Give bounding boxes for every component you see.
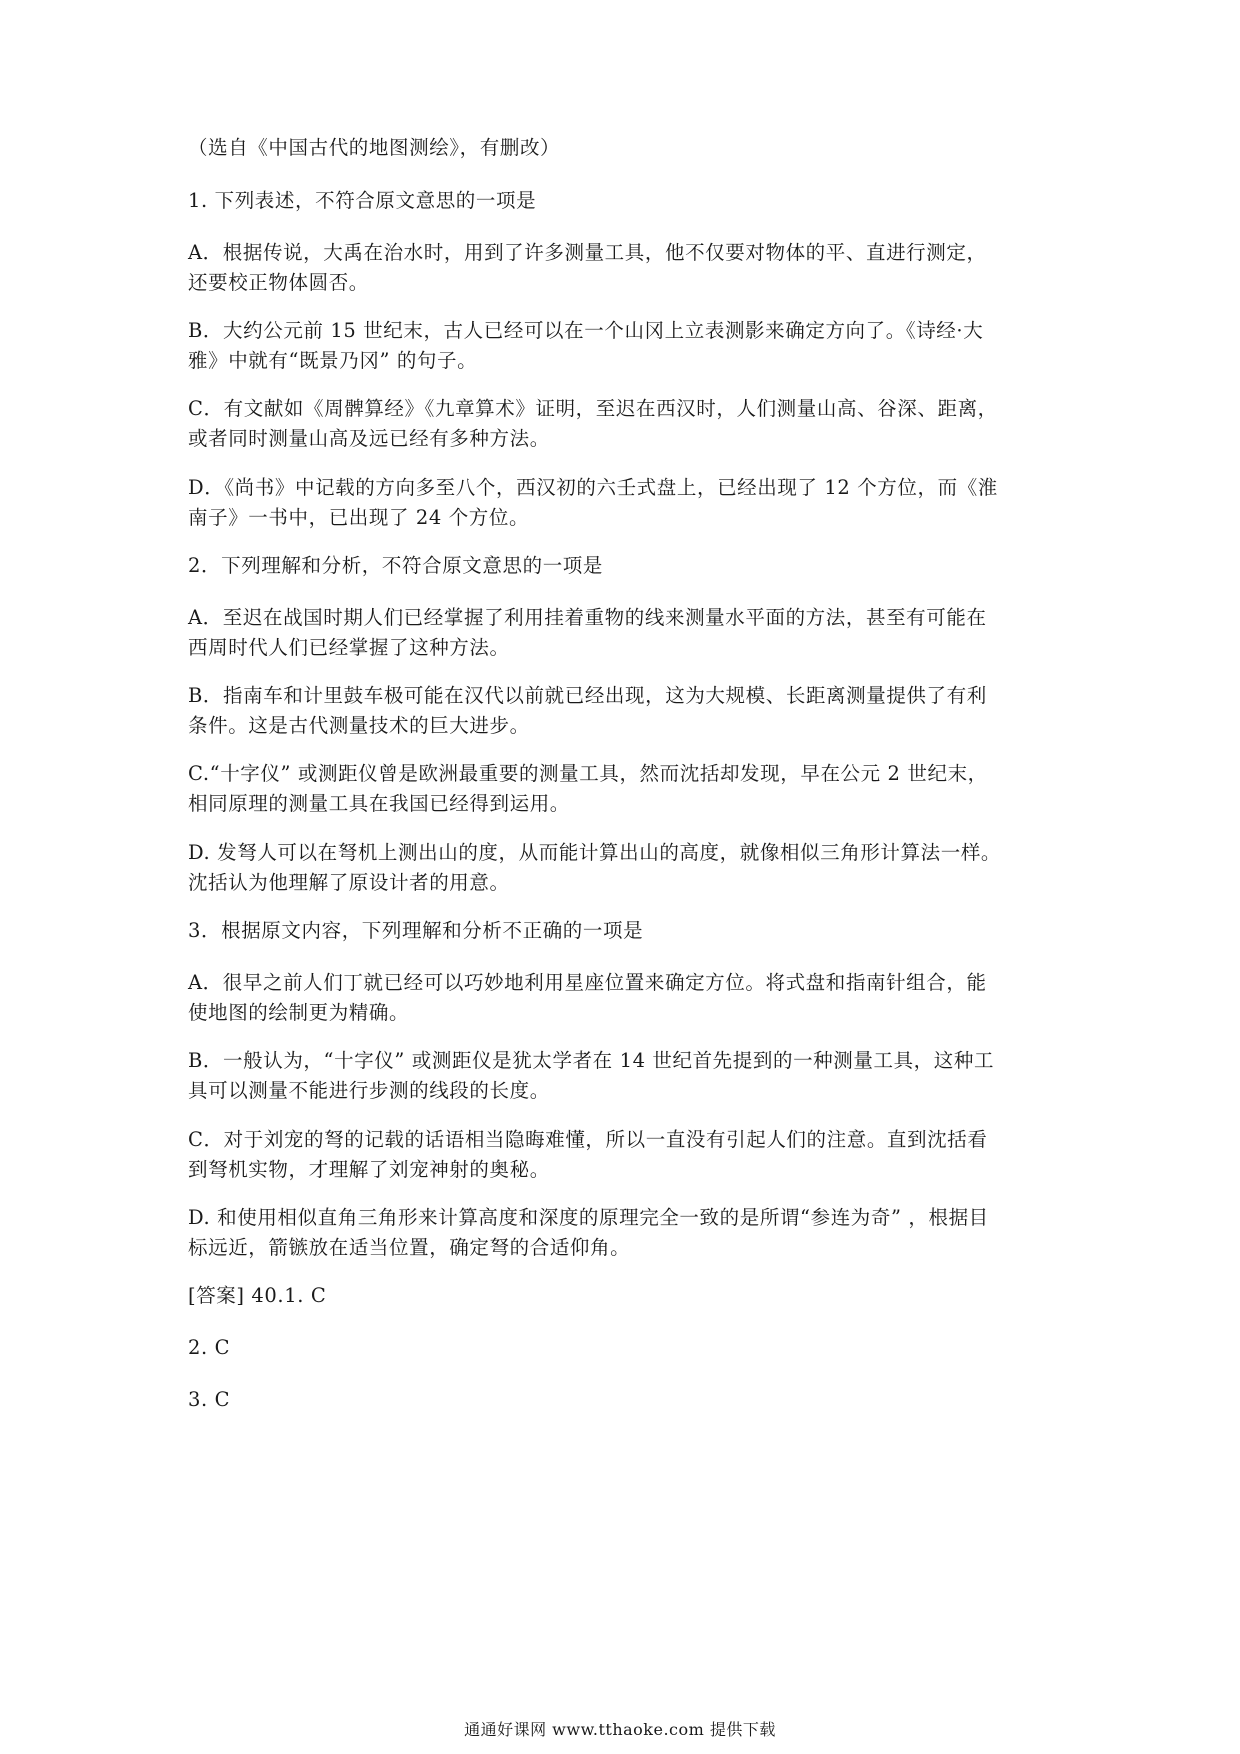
option-line: 条件。这是古代测量技术的巨大进步。 bbox=[188, 714, 530, 737]
option-line: B．一般认为，“十字仪” 或测距仪是犹太学者在 14 世纪首先提到的一种测量工具，这种工 bbox=[188, 1049, 995, 1072]
question-1-option-c bbox=[188, 394, 1068, 454]
option-line: C．对于刘宠的弩的记载的话语相当隐晦难懂，所以一直没有引起人们的注意。直到沈括看 bbox=[188, 1128, 988, 1151]
answer-line-2: 2. C bbox=[188, 1336, 231, 1359]
question-3-stem: 3．根据原文内容，下列理解和分析不正确的一项是 bbox=[188, 919, 644, 942]
option-line: A．很早之前人们丁就已经可以巧妙地利用星座位置来确定方位。将式盘和指南针组合，能 bbox=[188, 971, 987, 994]
question-2-option-a bbox=[188, 603, 1068, 663]
option-line: 或者同时测量山高及远已经有多种方法。 bbox=[188, 427, 550, 450]
option-line: C.“十字仪” 或测距仪曾是欧洲最重要的测量工具，然而沈括却发现，早在公元 2 世纪末， bbox=[188, 762, 988, 785]
option-line: A．至迟在战国时期人们已经掌握了利用挂着重物的线来测量水平面的方法，甚至有可能在 bbox=[188, 606, 987, 629]
option-line: 西周时代人们已经掌握了这种方法。 bbox=[188, 636, 510, 659]
option-line: 具可以测量不能进行步测的线段的长度。 bbox=[188, 1079, 550, 1102]
question-2-option-c bbox=[188, 759, 1068, 819]
question-2-option-b bbox=[188, 681, 1068, 741]
answer-line-1: [答案] 40.1. C bbox=[188, 1284, 327, 1307]
source-note: （选自《中国古代的地图测绘》，有删改） bbox=[188, 136, 561, 159]
question-1-option-b bbox=[188, 316, 1068, 376]
question-2-option-d bbox=[188, 838, 1068, 898]
option-line: B．指南车和计里鼓车极可能在汉代以前就已经出现，这为大规模、长距离测量提供了有利 bbox=[188, 684, 987, 707]
question-2-stem: 2．下列理解和分析，不符合原文意思的一项是 bbox=[188, 554, 604, 577]
option-line: B．大约公元前 15 世纪末，古人已经可以在一个山冈上立表测影来确定方向了。《诗经·大 bbox=[188, 319, 984, 342]
option-line: 相同原理的测量工具在我国已经得到运用。 bbox=[188, 792, 570, 815]
option-line: 雅》中就有“既景乃冈” 的句子。 bbox=[188, 349, 478, 372]
option-line: 沈括认为他理解了原设计者的用意。 bbox=[188, 871, 510, 894]
question-3-option-a bbox=[188, 968, 1068, 1028]
question-3-option-d bbox=[188, 1203, 1068, 1263]
question-3-option-c bbox=[188, 1125, 1068, 1185]
option-line: 使地图的绘制更为精确。 bbox=[188, 1001, 410, 1024]
question-3-option-b bbox=[188, 1046, 1068, 1106]
question-1-option-a bbox=[188, 238, 1068, 298]
option-line: 还要校正物体圆否。 bbox=[188, 271, 369, 294]
question-1-option-d bbox=[188, 473, 1068, 533]
answer-line-3: 3. C bbox=[188, 1388, 231, 1411]
question-1-stem: 1. 下列表述，不符合原文意思的一项是 bbox=[188, 189, 537, 212]
option-line: D. 和使用相似直角三角形来计算高度和深度的原理完全一致的是所谓“参连为奇” ，根据目 bbox=[188, 1206, 989, 1229]
option-line: 到弩机实物，才理解了刘宠神射的奥秘。 bbox=[188, 1158, 550, 1181]
option-line: 南子》一书中，已出现了 24 个方位。 bbox=[188, 506, 530, 529]
option-line: 标远近，箭镞放在适当位置，确定弩的合适仰角。 bbox=[188, 1236, 631, 1259]
option-line: D．《尚书》中记载的方向多至八个，西汉初的六壬式盘上，已经出现了 12 个方位，而《淮 bbox=[188, 476, 998, 499]
option-line: D. 发弩人可以在弩机上测出山的度，从而能计算出山的高度，就像相似三角形计算法一样。 bbox=[188, 841, 1002, 864]
option-line: A．根据传说，大禹在治水时，用到了许多测量工具，他不仅要对物体的平、直进行测定， bbox=[188, 241, 987, 264]
option-line: C．有文献如《周髀算经》《九章算术》证明，至迟在西汉时，人们测量山高、谷深、距离， bbox=[188, 397, 998, 420]
page-footer: 通通好课网 www.tthaoke.com 提供下载 bbox=[464, 1720, 776, 1739]
